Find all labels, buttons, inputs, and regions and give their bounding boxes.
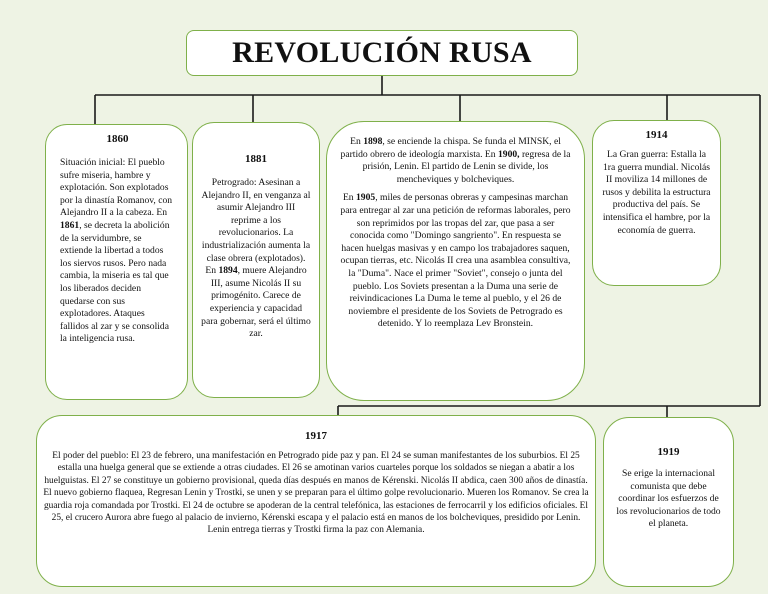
box-1919 <box>603 417 734 587</box>
box-1881 <box>192 122 320 398</box>
title-box <box>186 30 578 76</box>
text-1914: La Gran guerra: Estalla la 1ra guerra mundial. Nicolás II moviliza 14 millones de rusos y debilita la estructura productiva del país. Se intensifica el hambre, por la economía de guerra. <box>602 149 711 236</box>
text-1917: El poder del pueblo: El 23 de febrero, una manifestación en Petrogrado pide paz y pan. El 24 se suman manifestantes de los suburbios. El 25 estalla una huelga general que se extiende a otras ciudades. El 26 se amotinan varios cuarteles porque los soldados se niegan a abatir a los huelguistas. El 27 se constituye un gobierno provisional, queda días después en manos de Kérenski. Nicolás II abdica, caen 300 años de dinastía. El nuevo gobierno flaquea, Regresan Lenin y Trostki, se unen y se preparan para el último golpe revolucionario. Mueren los Romanov. Se crea la guardia roja comandada por Trostki. El 24 de octubre se apoderan de la central telefónica, las estaciones de ferrocarril y los edificios oficiales. El 25, el crucero Aurora abre fuego al palacio de invierno, Kérenski escapa y el palacio está en manos de los bolcheviques, presidido por Lenin. Lenin entrega tierras y Trostki firma la paz con Alemania. <box>43 451 589 536</box>
text-1881: Petrogrado: Asesinan a Alejandro II, en venganza al asumir Alejandro III reprime a los revolucionarios. La industrialización aumenta la clase obrera (explotados). En 1894, muere Alejandro III, asume Nicolás II su primogénito. Carece de experiencia y capacidad para gobernar, será el último zar. <box>201 177 311 340</box>
year-1881: 1881 <box>245 153 267 165</box>
page-title: REVOLUCIÓN RUSA <box>232 36 532 69</box>
text-1860: Situación inicial: El pueblo sufre miseria, hambre y explotación. Son explotados por la dinastía Romanov, con Alejandro II a la cabeza. En 1861, se decreta la abolición de la servidumbre, se extiende la libertad a todos los siervos rusos. Pero nada cambia, la miseria es tal que los liberados deciden quedarse con sus explotadores. Ataques fallidos al zar y se consolida la inteligencia rusa. <box>60 157 173 345</box>
text-1898: En 1898, se enciende la chispa. Se funda el MINSK, el partido obrero de ideología marxista. En 1900, regresa de la prisión, Lenin. El partido de Lenin se divide, los mencheviques y bolcheviques. <box>340 136 571 185</box>
year-1914: 1914 <box>645 129 668 141</box>
box-1898 <box>326 121 585 401</box>
text-1905: En 1905, miles de personas obreras y campesinas marchan para entregar al zar una petición de reformas laborales, pero son reprimidos por las tropas del zar, que pasa a ser conocida como "Domingo sangriento". En respuesta se hacen huelgas masivas y en campo los trabajadores saquen, ocupan tierras, etc. Nicolás II crea una asamblea consultiva, la "Duma". Nace el primer "Soviet", consejo o junta del pueblo. Los Soviets presentan a la Duma una serie de reivindicaciones La Duma le teme al pueblo, y el 26 de noviembre el presidente de los Soviets de Petrogrado es detenido. Y lo reemplaza Lev Bronstein. <box>340 192 571 330</box>
year-1917: 1917 <box>305 430 327 442</box>
box-1860 <box>45 124 188 400</box>
box-1917 <box>36 415 596 587</box>
text-1919: Se erige la internacional comunista que debe coordinar los esfuerzos de los revolucionarios de todo el planeta. <box>616 468 721 530</box>
year-1919: 1919 <box>657 446 680 458</box>
year-1860: 1860 <box>106 133 129 145</box>
box-1914 <box>592 120 721 286</box>
